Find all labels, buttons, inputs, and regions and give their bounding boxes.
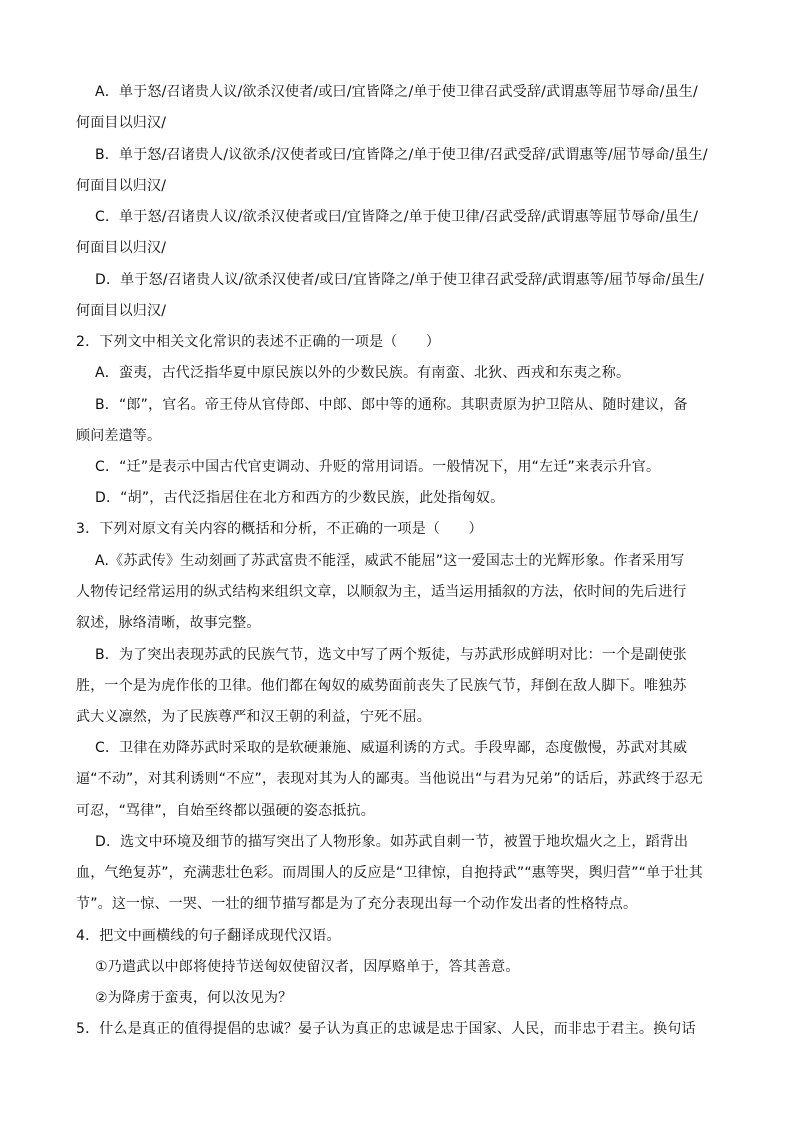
q3-stem: 3．下列对原文有关内容的概括和分析，不正确的一项是（ ） xyxy=(76,521,483,537)
q3-option-b-line1: B．为了突出表现苏武的民族气节，选文中写了两个叛徒，与苏武形成鲜明对比：一个是副使张 xyxy=(95,647,688,663)
q2-option-b-line2: 顾问差遣等。 xyxy=(76,428,162,444)
q3-option-d-line2: 血，气绝复苏”，充满悲壮色彩。而周围人的反应是“卫律惊，自抱持武”“惠等哭，舆归营”“单于壮其 xyxy=(76,865,703,881)
q2-option-b-line1: B．“郎”，官名。帝王侍从官侍郎、中郎、郎中等的通称。其职责原为护卫陪从、随时建议，备 xyxy=(95,397,688,413)
q1-option-d-line1: D．单于怒/召诸贵人议/欲杀汉使者/或曰/宜皆降之/单于使卫律召武受辞/武谓惠等/屈节辱命/虽生/ xyxy=(95,272,705,288)
q3-option-c-line2: 逼“不动”，对其利诱则“不应”，表现对其为人的鄙夷。当他说出“与君为兄弟”的话后，苏武终于忍无 xyxy=(76,771,703,787)
q3-option-d-line3: 节”。这一惊、一哭、一壮的细节描写都是为了充分表现出每一个动作发出者的性格特点。 xyxy=(76,896,638,912)
q3-option-a-line1: A.《苏武传》生动刻画了苏武富贵不能淫，威武不能屈”这一爱国志士的光辉形象。作者采用写 xyxy=(95,553,685,569)
q2-option-c: C．“迁”是表示中国古代官吏调动、升贬的常用词语。一般情况下，用“左迁”来表示升官。 xyxy=(95,459,661,475)
q4-stem: 4．把文中画横线的句子翻译成现代汉语。 xyxy=(76,928,341,944)
q2-stem: 2．下列文中相关文化常识的表述不正确的一项是（ ） xyxy=(76,334,441,350)
q1-option-b-line1: B．单于怒/召诸贵人/议欲杀/汉使者或曰/宜皆降之/单于使卫律/召武受辞/武谓惠等/屈节辱命/虽生/ xyxy=(95,147,708,163)
q3-option-b-line2: 胜，一个是为虎作伥的卫律。他们都在匈奴的威势面前丧失了民族气节，拜倒在敌人脚下。唯独苏 xyxy=(76,678,687,694)
q3-option-a-line2: 人物传记经常运用的纵式结构来组织文章，以顺叙为主，适当运用插叙的方法，依时间的先后进行 xyxy=(76,584,687,600)
q1-option-d-line2: 何面目以归汉/ xyxy=(76,303,167,319)
q3-option-b-line3: 武大义凛然，为了民族尊严和汉王朝的利益，宁死不屈。 xyxy=(76,709,431,725)
q5-stem: 5．什么是真正的值得提倡的忠诚？晏子认为真正的忠诚是忠于国家、人民，而非忠于君主。换句话 xyxy=(76,1021,696,1037)
q1-option-c-line2: 何面目以归汉/ xyxy=(76,240,167,256)
q4-item-2: ②为降虏于蛮夷，何以汝见为？ xyxy=(95,990,293,1006)
q2-option-d: D．“胡”，古代泛指居住在北方和西方的少数民族，此处指匈奴。 xyxy=(95,490,505,506)
q4-item-1: ①乃遣武以中郎将使持节送匈奴使留汉者，因厚赂单于，答其善意。 xyxy=(95,959,520,975)
q3-option-c-line3: 可忍，“骂律”，自始至终都以强硬的姿态抵抗。 xyxy=(76,803,375,819)
q3-option-c-line1: C．卫律在劝降苏武时采取的是软硬兼施、威逼利诱的方式。手段卑鄙，态度傲慢，苏武对其威 xyxy=(95,740,688,756)
q1-option-a-line1: A．单于怒/召诸贵人议/欲杀汉使者/或曰/宜皆降之/单于使卫律召武受辞/武谓惠等屈节辱命/虽生/ xyxy=(95,84,698,100)
q2-option-a: A．蛮夷，古代泛指华夏中原民族以外的少数民族。有南蛮、北狄、西戎和东夷之称。 xyxy=(95,365,631,381)
q1-option-b-line2: 何面目以归汉/ xyxy=(76,178,167,194)
q3-option-a-line3: 叙述，脉络清晰，故事完整。 xyxy=(76,615,261,631)
q3-option-d-line1: D．选文中环境及细节的描写突出了人物形象。如苏武自刺一节，被置于地坎煴火之上，蹈背出 xyxy=(95,834,689,850)
q1-option-a-line2: 何面目以归汉/ xyxy=(76,115,167,131)
q1-option-c-line1: C．单于怒/召诸贵人议/欲杀汉使者或曰/宜皆降之/单于使卫律/召武受辞/武谓惠等屈节辱命/虽生/ xyxy=(95,209,699,225)
